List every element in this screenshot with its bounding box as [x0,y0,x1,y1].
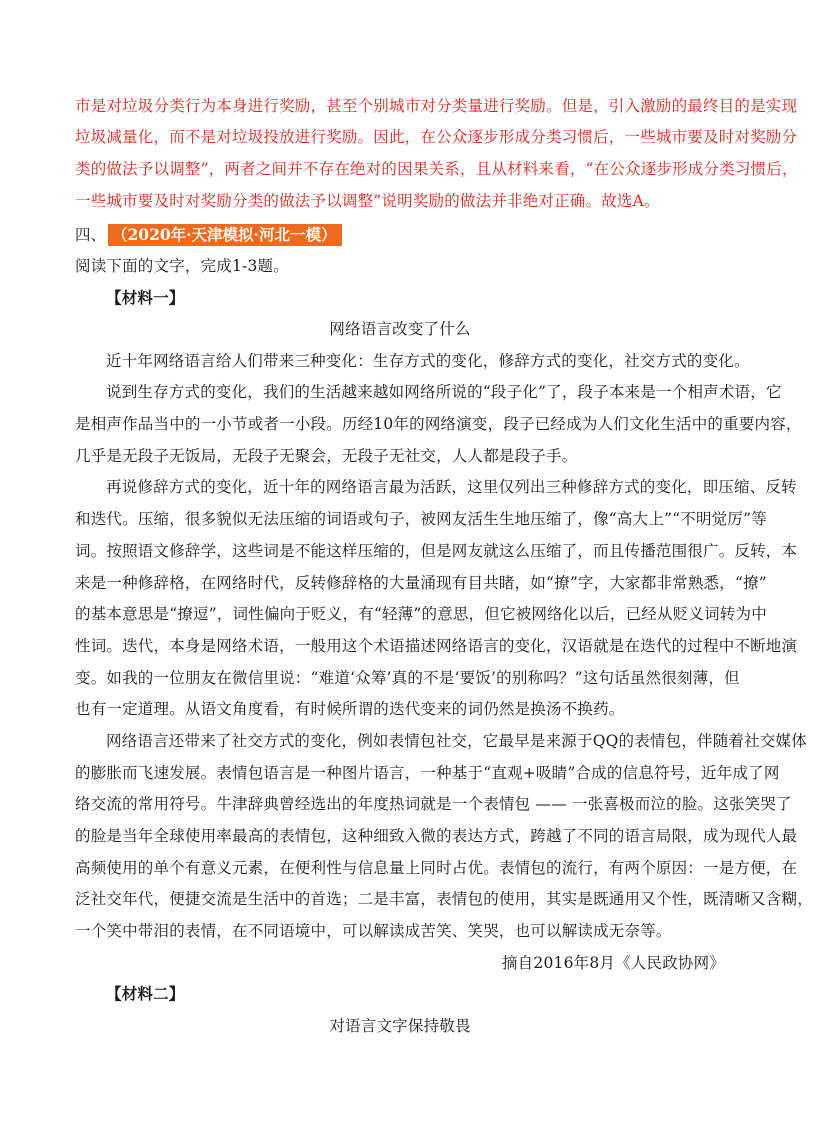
instruction-text: 阅读下面的文字，完成1-3题。 [75,257,289,275]
paragraph-line: 络交流的常用符号。牛津辞典曾经选出的年度热词就是一个表情包 —— 一张喜极而泣的脸。这张笑哭了 [75,795,792,813]
paragraph-line: 网络语言还带来了社交方式的变化，例如表情包社交，它最早是来源于QQ的表情包，伴随着社交媒体 [106,732,807,750]
paragraph-line: 高频使用的单个有意义元素，在便利性与信息量上同时占优。表情包的流行，有两个原因：一是方便，在 [75,859,798,877]
material-one-label: 【材料一】 [106,288,185,307]
material-two-label: 【材料二】 [106,984,185,1003]
answer-line: 市是对垃圾分类行为本身进行奖励，甚至个别城市对分类量进行奖励。但是，引入激励的最终目的是实现 [75,97,798,115]
answer-line: 一些城市要及时对奖励分类的做法予以调整”说明奖励的做法并非绝对正确。故选A。 [75,192,660,210]
source-citation: 摘自2016年8月《人民政协网》 [501,954,725,972]
paragraph-line: 泛社交年代，便捷交流是生活中的首选；二是丰富，表情包的使用，其实是既通用又个性，既清晰又含糊， [75,890,813,908]
paragraph-line: 是相声作品当中的一小节或者一小段。历经10年的网络演变，段子已经成为人们文化生活中的重要内容， [75,415,802,433]
paragraph-line: 的基本意思是“撩逗”，词性偏向于贬义，有“轻薄”的意思，但它被网络化以后，已经从贬义词转为中 [75,605,767,623]
material-one-title: 网络语言改变了什么 [329,320,471,338]
paragraph-line: 也有一定道理。从语文角度看，有时候所谓的迭代变来的词仍然是换汤不换药。 [75,700,625,718]
section-number: 四、 [75,226,107,244]
paragraph-line: 说到生存方式的变化，我们的生活越来越如网络所说的“段子化”了，段子本来是一个相声术语，它 [106,383,782,401]
paragraph-line: 再说修辞方式的变化，近十年的网络语言最为活跃，这里仅列出三种修辞方式的变化，即压缩、反转 [106,478,797,496]
paragraph-line: 来是一种修辞格，在网络时代，反转修辞格的大量涌现有目共睹，如“撩”字，大家都非常熟悉，“撩” [75,574,767,592]
paragraph-line: 几乎是无段子无饭局，无段子无聚会，无段子无社交，人人都是段子手。 [75,447,578,465]
paragraph-line: 和迭代。压缩，很多貌似无法压缩的词语或句子，被网友活生生地压缩了，像“高大上”“不明觉厉”等 [75,510,767,528]
answer-line: 类的做法予以调整”，两者之间并不存在绝对的因果关系，且从材料来看，“在公众逐步形成分类习惯后， [75,160,798,178]
paragraph-line: 的脸是当年全球使用率最高的表情包，这种细致入微的表达方式，跨越了不同的语言局限，成为现代人最 [75,827,798,845]
material-two-title: 对语言文字保持敬畏 [329,1017,471,1035]
source-tag-banner: （2020年·天津模拟·河北一模） [108,224,342,246]
section-header [75,224,342,246]
answer-line: 垃圾减量化，而不是对垃圾投放进行奖励。因此，在公众逐步形成分类习惯后，一些城市要及时对奖励分 [75,128,798,146]
paragraph-line: 性词。迭代，本身是网络术语，一般用这个术语描述网络语言的变化，汉语就是在迭代的过程中不断地演 [75,637,798,655]
paragraph-line: 词。按照语文修辞学，这些词是不能这样压缩的，但是网友就这么压缩了，而且传播范围很广。反转，本 [75,542,798,560]
paragraph-line: 近十年网络语言给人们带来三种变化：生存方式的变化，修辞方式的变化，社交方式的变化。 [106,352,750,370]
paragraph-line: 的膨胀而飞速发展。表情包语言是一种图片语言，一种基于“直观+吸睛”合成的信息符号，近年成了网 [75,764,780,782]
paragraph-line: 变。如我的一位朋友在微信里说：“难道‘众筹’真的不是‘要饭’的别称吗？”这句话虽然很刻薄，但 [75,669,740,687]
paragraph-line: 一个笑中带泪的表情，在不同语境中，可以解读成苦笑、笑哭，也可以解读成无奈等。 [75,922,672,940]
